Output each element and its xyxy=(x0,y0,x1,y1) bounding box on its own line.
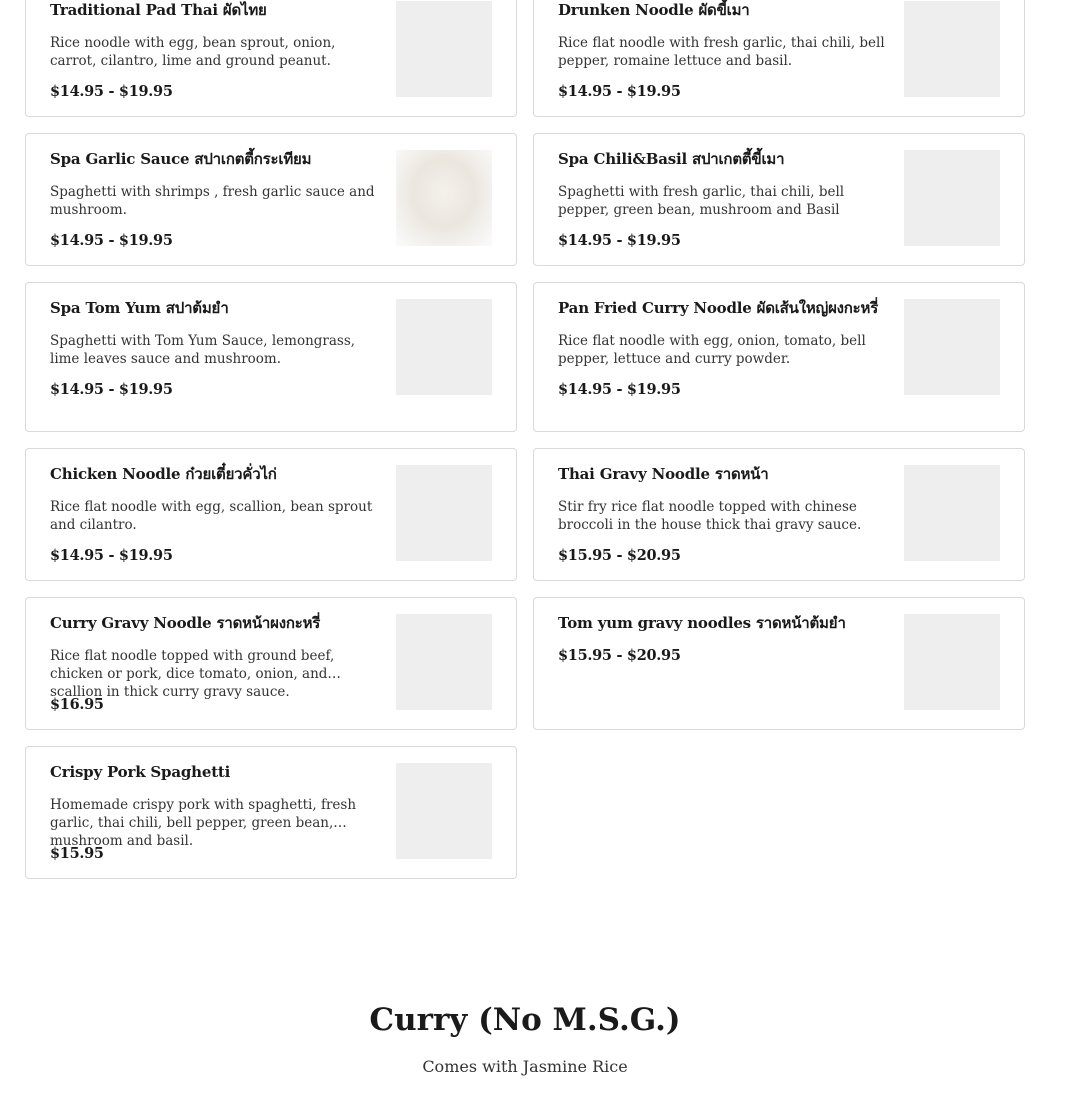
menu-item-image xyxy=(396,614,492,710)
menu-item-image xyxy=(904,465,1000,561)
row-gap xyxy=(25,581,1025,597)
menu-item-text xyxy=(50,763,380,863)
menu-item-name: Pan Fried Curry Noodle ผัดเส้นใหญ่ผงกะหรี่ xyxy=(558,299,879,317)
menu-item-text xyxy=(50,614,380,714)
menu-item-card[interactable] xyxy=(25,448,517,581)
menu-item-description: Rice flat noodle with egg, scallion, bean sprout and cilantro. xyxy=(50,499,373,533)
menu-item-text xyxy=(50,465,380,565)
menu-item-image xyxy=(904,299,1000,395)
menu-item-image xyxy=(396,150,492,246)
menu-item-card[interactable] xyxy=(25,597,517,730)
menu-item-name: Drunken Noodle ผัดขี้เมา xyxy=(558,1,750,19)
menu-item-text xyxy=(558,299,888,399)
section-title: Curry (No M.S.G.) xyxy=(369,1002,681,1038)
menu-item-price: $16.95 xyxy=(50,696,104,713)
menu-item-text xyxy=(558,150,888,250)
menu-item-price: $14.95 - $19.95 xyxy=(50,381,173,398)
menu-item-price: $14.95 - $19.95 xyxy=(558,381,681,398)
row-gap xyxy=(25,117,1025,133)
menu-item-description: Rice flat noodle with egg, onion, tomato, bell pepper, lettuce and curry powder. xyxy=(558,333,866,367)
menu-item-text xyxy=(50,299,380,399)
menu-item-description: Homemade crispy pork with spaghetti, fresh garlic, thai chili, bell pepper, green bean, mushroom and basil. xyxy=(50,797,357,849)
menu-item-price: $15.95 - $20.95 xyxy=(558,547,681,564)
menu-item-description: Spaghetti with fresh garlic, thai chili, bell pepper, green bean, mushroom and Basil xyxy=(558,184,845,218)
menu-item-image xyxy=(904,150,1000,246)
section-subtitle: Comes with Jasmine Rice xyxy=(422,1057,628,1076)
menu-item-name: Tom yum gravy noodles ราดหน้าต้มยำ xyxy=(558,614,846,632)
menu-item-description: Spaghetti with shrimps , fresh garlic sauce and mushroom. xyxy=(50,184,375,218)
menu-item-text xyxy=(50,1,380,101)
menu-item-name: Chicken Noodle ก๋วยเตี๋ยวคั่วไก่ xyxy=(50,465,277,483)
menu-item-description: Rice flat noodle with fresh garlic, thai chili, bell pepper, romaine lettuce and basil. xyxy=(558,35,885,69)
menu-item-description: Rice flat noodle topped with ground beef, chicken or pork, dice tomato, onion, and scallion in thick curry gravy sauce. xyxy=(50,648,335,700)
menu-item-card[interactable] xyxy=(25,133,517,266)
menu-item-description: Stir fry rice flat noodle topped with chinese broccoli in the house thick thai gravy sauce. xyxy=(558,499,862,533)
menu-item-description: Rice noodle with egg, bean sprout, onion, carrot, cilantro, lime and ground peanut. xyxy=(50,35,336,69)
menu-item-card[interactable] xyxy=(25,0,517,117)
row-gap xyxy=(25,266,1025,282)
menu-item-text xyxy=(558,1,888,101)
menu-item-name: Traditional Pad Thai ผัดไทย xyxy=(50,1,267,19)
row-gap xyxy=(25,730,1025,746)
menu-item-price: $14.95 - $19.95 xyxy=(558,83,681,100)
menu-item-image xyxy=(904,614,1000,710)
menu-item-card[interactable] xyxy=(25,282,517,432)
menu-item-grid xyxy=(25,0,1025,879)
menu-item-card[interactable] xyxy=(25,746,517,879)
menu-item-price: $14.95 - $19.95 xyxy=(50,232,173,249)
menu-item-image xyxy=(904,1,1000,97)
menu-item-image xyxy=(396,763,492,859)
menu-item-card[interactable] xyxy=(533,597,1025,730)
menu-item-text xyxy=(50,150,380,250)
menu-item-image xyxy=(396,299,492,395)
menu-item-name: Spa Tom Yum สปาต้มยำ xyxy=(50,299,229,317)
menu-item-image xyxy=(396,1,492,97)
menu-item-price: $15.95 - $20.95 xyxy=(558,647,681,664)
menu-item-name: Spa Chili&Basil สปาเกตตี้ขี้เมา xyxy=(558,150,785,168)
menu-item-card[interactable] xyxy=(533,282,1025,432)
menu-item-name: Thai Gravy Noodle ราดหน้า xyxy=(558,465,769,483)
menu-item-price: $14.95 - $19.95 xyxy=(50,547,173,564)
row-gap xyxy=(25,432,1025,448)
menu-item-card[interactable] xyxy=(533,133,1025,266)
menu-item-price: $14.95 - $19.95 xyxy=(558,232,681,249)
menu-item-name: Curry Gravy Noodle ราดหน้าผงกะหรี่ xyxy=(50,614,321,632)
menu-item-text xyxy=(558,465,888,565)
menu-item-description: Spaghetti with Tom Yum Sauce, lemongrass, lime leaves sauce and mushroom. xyxy=(50,333,356,367)
menu-item-card[interactable] xyxy=(533,448,1025,581)
menu-item-price: $15.95 xyxy=(50,845,104,862)
menu-item-card[interactable] xyxy=(533,0,1025,117)
menu-item-name: Crispy Pork Spaghetti xyxy=(50,763,231,781)
menu-item-name: Spa Garlic Sauce สปาเกตตี้กระเทียม xyxy=(50,150,312,168)
menu-item-image xyxy=(396,465,492,561)
menu-item-text xyxy=(558,614,888,665)
menu-item-price: $14.95 - $19.95 xyxy=(50,83,173,100)
